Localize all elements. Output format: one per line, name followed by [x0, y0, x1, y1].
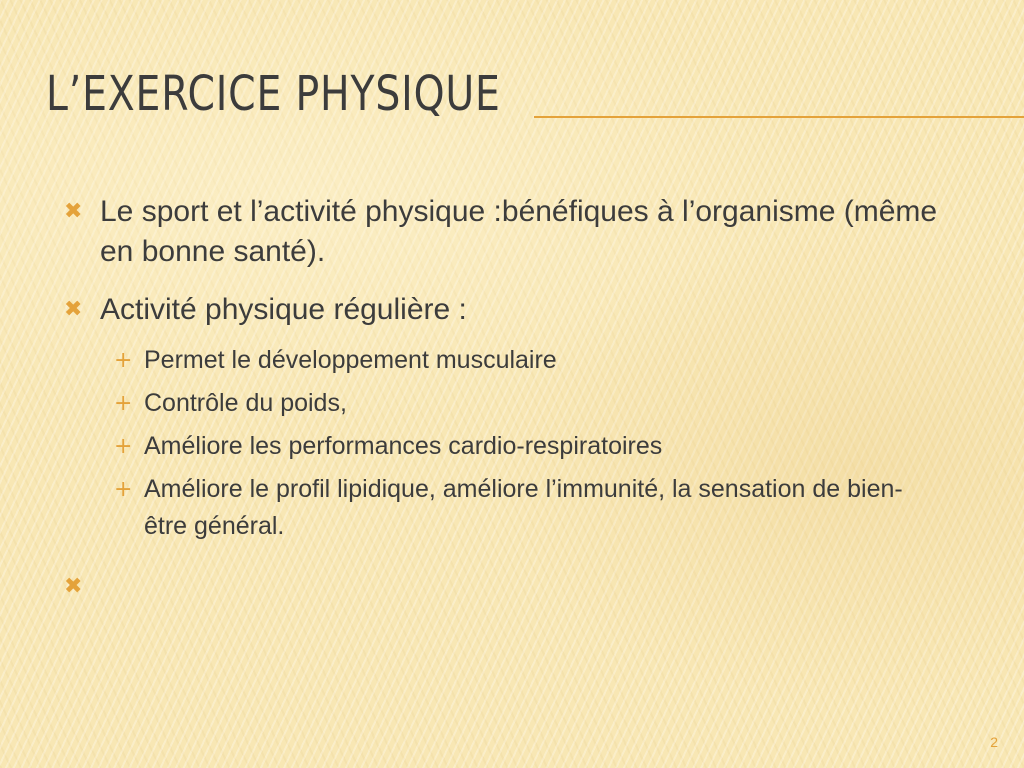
x-bullet-icon: ✖ — [64, 297, 83, 322]
bullet-list — [62, 192, 942, 599]
plus-bullet-icon: + — [114, 391, 133, 416]
sub-bullet-item — [62, 471, 942, 545]
plus-bullet-icon: + — [114, 477, 133, 502]
bullet-item — [62, 192, 942, 272]
sub-bullet-text: Améliore le profil lipidique, améliore l’immunité, la sensation de bien-être général. — [144, 475, 903, 540]
sub-bullet-item — [62, 428, 942, 465]
x-bullet-icon: ✖ — [64, 199, 83, 224]
bullet-item — [62, 290, 942, 330]
title-underline — [534, 116, 1024, 118]
slide-title: L’EXERCICE PHYSIQUE — [46, 66, 501, 122]
bullet-text: Le sport et l’activité physique :bénéfiques à l’organisme (même en bonne santé). — [100, 195, 938, 268]
sub-bullet-text: Contrôle du poids, — [144, 389, 347, 417]
x-bullet-icon: ✖ — [64, 574, 83, 599]
plus-bullet-icon: + — [114, 434, 133, 459]
page-number: 2 — [990, 734, 998, 750]
bullet-text: Activité physique régulière : — [100, 293, 467, 326]
sub-bullet-item — [62, 342, 942, 379]
plus-bullet-icon: + — [114, 348, 133, 373]
sub-bullet-text: Améliore les performances cardio-respiratoires — [144, 432, 663, 460]
sub-bullet-item — [62, 385, 942, 422]
sub-bullet-text: Permet le développement musculaire — [144, 346, 557, 374]
